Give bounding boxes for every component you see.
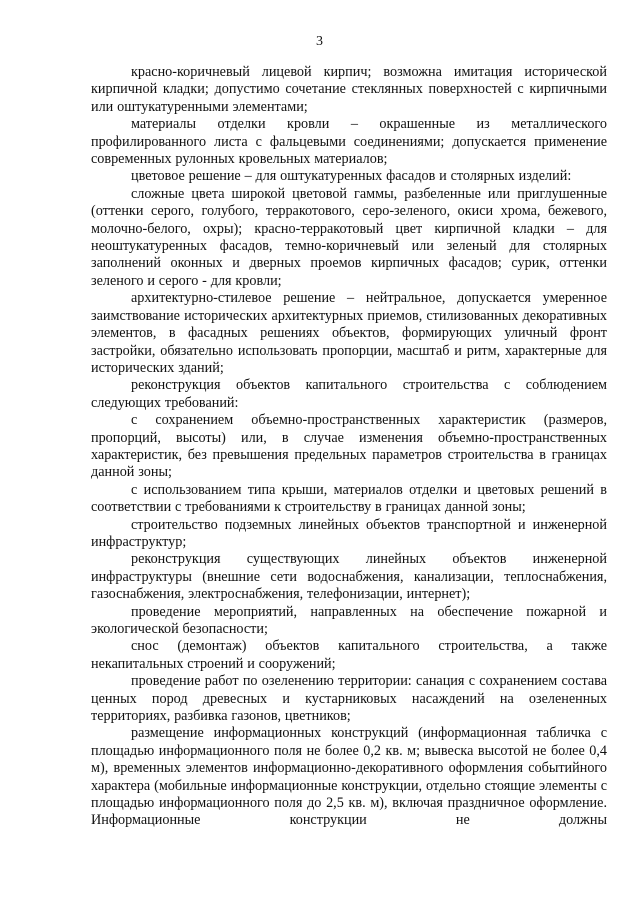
paragraph: реконструкция объектов капитального строительства с соблюдением следующих требований:	[91, 377, 607, 411]
paragraph: реконструкция существующих линейных объектов инженерной инфраструктуры (внешние сети водоснабжения, канализации, теплоснабжения, газоснабжения, электроснабжения, телефонизации, интернет);	[91, 551, 607, 603]
paragraph: снос (демонтаж) объектов капитального строительства, а также некапитальных строений и сооружений;	[91, 638, 607, 672]
paragraph: архитектурно-стилевое решение – нейтральное, допускается умеренное заимствование исторических архитектурных приемов, стилизованных декоративных элементов, в фасадных решениях объектов, формирующих уличный фронт застройки, обязательно использовать пропорции, масштаб и ритм, характерные для исторических зданий;	[91, 290, 607, 376]
paragraph: строительство подземных линейных объектов транспортной и инженерной инфраструктур;	[91, 516, 607, 550]
paragraph: материалы отделки кровли – окрашенные из металлического профилированного листа с фальцевыми соединениями; допускается применение современных рулонных кровельных материалов;	[91, 116, 607, 168]
page-number: 3	[316, 34, 323, 49]
paragraph: сложные цвета широкой цветовой гаммы, разбеленные или приглушенные (оттенки серого, голубого, терракотового, серо-зеленого, окиси хрома, бежевого, молочно-белого, охры); красно-терракотовый цвет кирпичной кладки – для неоштукатуренных фасадов, темно-коричневый или зеленый для столярных заполнений оконных и дверных проемов кирпичных фасадов; сурик, оттенки зеленого и серого - для кровли;	[91, 185, 607, 289]
paragraph: с использованием типа крыши, материалов отделки и цветовых решений в соответствии с требованиями к строительству в границах данной зоны;	[91, 481, 607, 516]
paragraph: цветовое решение – для оштукатуренных фасадов и столярных изделий:	[131, 168, 572, 185]
paragraph: проведение мероприятий, направленных на обеспечение пожарной и экологической безопасности;	[91, 603, 607, 637]
body-text	[91, 64, 607, 830]
paragraph: размещение информационных конструкций (информационная табличка с площадью информационного поля не более 0,2 кв. м; вывеска высотой не более 0,4 м), временных элементов информационно-декоративного оформления событийного характера (мобильные информационные конструкции, отдельно стоящие элементы с площадью информационного поля до 2,5 кв. м), включая праздничное оформление. Информационные конструкции не должны	[91, 725, 607, 829]
paragraph: красно-коричневый лицевой кирпич; возможна имитация исторической кирпичной кладки; допустимо сочетание стеклянных поверхностей с кирпичными или оштукатуренными элементами;	[91, 64, 607, 115]
paragraph: проведение работ по озеленению территории: санация с сохранением состава ценных пород древесных и кустарниковых насаждений на озелененных территориях, разбивка газонов, цветников;	[91, 673, 607, 725]
paragraph: с сохранением объемно-пространственных характеристик (размеров, пропорций, высоты) или, в случае изменения объемно-пространственных характеристик, без превышения предельных параметров строительства в границах данной зоны;	[91, 412, 607, 481]
